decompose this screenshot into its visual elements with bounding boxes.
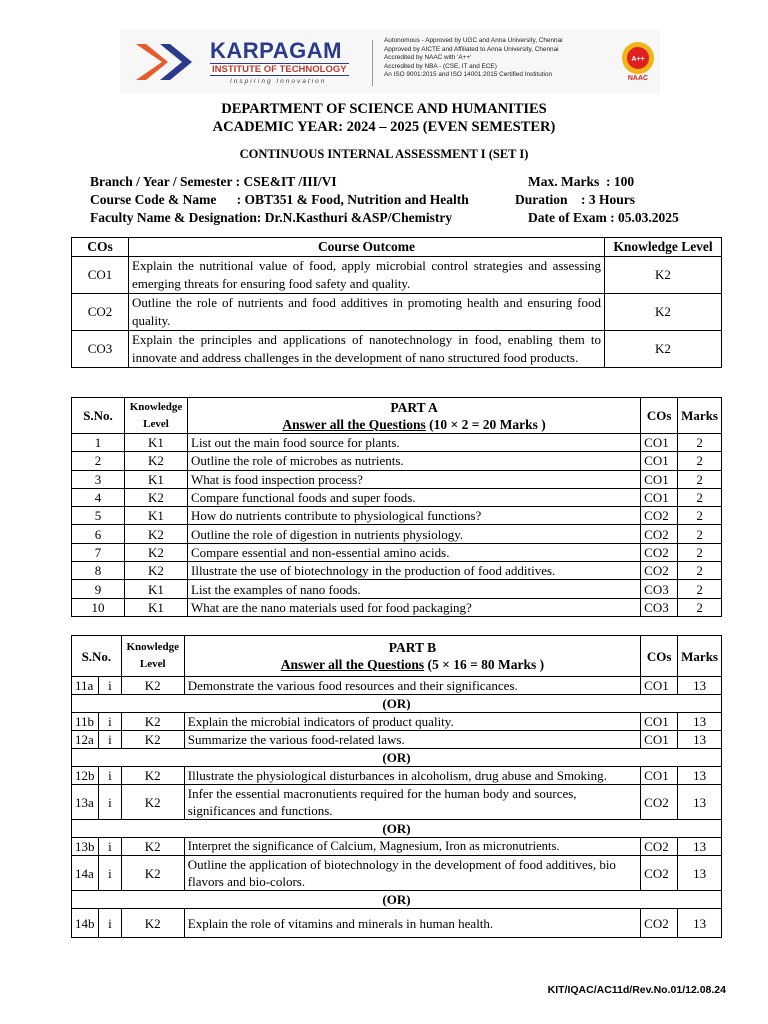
accreditation-line: An ISO 9001:2015 and ISO 14001:2015 Certified Institution <box>384 71 553 79</box>
outcome-cell: Explain the nutritional value of food, apply microbial control strategies and assessing emerging threats for ensuring food safety and quality. <box>129 257 605 294</box>
question-text: Illustrate the use of biotechnology in the production of food additives. <box>188 562 641 580</box>
table-row <box>72 562 722 580</box>
marks-cell: 13 <box>678 785 722 820</box>
marks-cell: 13 <box>678 909 722 938</box>
marks-cell: 2 <box>678 488 722 506</box>
course-outcome-table <box>71 237 722 368</box>
co-cell: CO1 <box>641 731 678 749</box>
logo-name: KARPAGAM <box>210 38 342 63</box>
marks-cell: 13 <box>678 713 722 731</box>
co-cell: CO1 <box>641 452 678 470</box>
header-divider <box>372 40 373 86</box>
question-number: 7 <box>72 543 125 561</box>
table-row <box>72 856 722 891</box>
knowledge-level: K2 <box>121 838 184 856</box>
col-header: COs <box>72 238 129 257</box>
level-cell: K2 <box>605 257 722 294</box>
table-row <box>72 434 722 452</box>
or-label: (OR) <box>72 695 722 713</box>
department-title: DEPARTMENT OF SCIENCE AND HUMANITIES <box>221 101 547 117</box>
co-cell: CO2 <box>641 838 678 856</box>
document-code: KIT/IQAC/AC11d/Rev.No.01/12.08.24 <box>547 984 726 996</box>
karpagam-logo-icon <box>134 40 194 84</box>
duration: Duration : 3 Hours <box>515 192 636 207</box>
question-number: 5 <box>72 507 125 525</box>
knowledge-level: K2 <box>121 713 184 731</box>
co-cell: CO3 <box>641 580 678 598</box>
question-text: Outline the application of biotechnology in the development of food additives, bio flavors and bio-colors. <box>184 856 640 891</box>
sub-question: i <box>99 731 122 749</box>
table-header-row <box>72 636 722 677</box>
table-row <box>72 580 722 598</box>
co-cell: CO2 <box>641 543 678 561</box>
sub-question: i <box>99 785 122 820</box>
knowledge-level: K1 <box>125 507 188 525</box>
co-cell: CO2 <box>641 507 678 525</box>
knowledge-level: K2 <box>125 452 188 470</box>
question-number: 13a <box>72 785 99 820</box>
table-row <box>72 257 722 294</box>
exam-date: Date of Exam : 05.03.2025 <box>528 210 679 225</box>
faculty-info: Faculty Name & Designation: Dr.N.Kasthuri &ASP/Chemistry <box>90 210 453 225</box>
co-cell: CO1 <box>641 434 678 452</box>
level-cell: K2 <box>605 331 722 368</box>
knowledge-level: K1 <box>125 470 188 488</box>
table-row <box>72 294 722 331</box>
table-row <box>72 677 722 695</box>
marks-cell: 2 <box>678 434 722 452</box>
co-cell: CO2 <box>641 785 678 820</box>
part-b-instruction: Answer all the Questions <box>280 657 425 672</box>
or-row <box>72 749 722 767</box>
sub-question: i <box>99 677 122 695</box>
question-number: 9 <box>72 580 125 598</box>
col-header: COs <box>641 398 678 434</box>
table-header-row <box>72 398 722 434</box>
marks-cell: 13 <box>678 838 722 856</box>
col-header: COs <box>641 636 678 677</box>
table-row <box>72 731 722 749</box>
knowledge-level: K1 <box>125 580 188 598</box>
table-row <box>72 598 722 616</box>
part-a-heading <box>188 398 641 434</box>
table-row <box>72 785 722 820</box>
question-text: Compare essential and non-essential amino acids. <box>188 543 641 561</box>
co-cell: CO1 <box>641 488 678 506</box>
question-text: How do nutrients contribute to physiological functions? <box>188 507 641 525</box>
knowledge-level: K2 <box>121 909 184 938</box>
max-marks: Max. Marks : 100 <box>528 174 635 189</box>
level-cell: K2 <box>605 294 722 331</box>
marks-cell: 2 <box>678 562 722 580</box>
co-cell: CO2 <box>72 294 129 331</box>
col-header: Marks <box>678 398 722 434</box>
marks-cell: 2 <box>678 470 722 488</box>
question-text: List out the main food source for plants. <box>188 434 641 452</box>
naac-seal-icon <box>620 40 656 82</box>
knowledge-level: K2 <box>121 785 184 820</box>
col-header: S.No. <box>72 398 125 434</box>
question-text: What is food inspection process? <box>188 470 641 488</box>
outcome-cell: Outline the role of nutrients and food additives in promoting health and ensuring food quality. <box>129 294 605 331</box>
question-text: Outline the role of digestion in nutrients physiology. <box>188 525 641 543</box>
sub-question: i <box>99 909 122 938</box>
question-number: 8 <box>72 562 125 580</box>
co-cell: CO1 <box>641 677 678 695</box>
question-text: Infer the essential macronutients required for the human body and sources, significances and functions. <box>184 785 640 820</box>
co-cell: CO3 <box>641 598 678 616</box>
knowledge-level: K2 <box>121 677 184 695</box>
co-cell: CO2 <box>641 525 678 543</box>
knowledge-level: K2 <box>121 856 184 891</box>
marks-cell: 2 <box>678 507 722 525</box>
col-header: Course Outcome <box>129 238 605 257</box>
marks-cell: 13 <box>678 677 722 695</box>
question-number: 11b <box>72 713 99 731</box>
co-cell: CO2 <box>641 562 678 580</box>
sub-question: i <box>99 767 122 785</box>
logo-tagline: Inspiring Innovation <box>230 78 327 85</box>
academic-year: ACADEMIC YEAR: 2024 – 2025 (EVEN SEMESTER) <box>212 119 556 135</box>
sub-question: i <box>99 838 122 856</box>
part-a-title: PART A <box>390 399 438 415</box>
col-header: Marks <box>678 636 722 677</box>
co-cell: CO1 <box>72 257 129 294</box>
accreditation-line: Accredited by NBA - (CSE, IT and ECE) <box>384 62 497 70</box>
knowledge-level: K2 <box>121 767 184 785</box>
branch-info: Branch / Year / Semester : CSE&IT /III/VI <box>90 174 337 189</box>
knowledge-level: K2 <box>125 562 188 580</box>
part-a-marks-note: (10 × 2 = 20 Marks ) <box>429 416 546 432</box>
knowledge-level: K1 <box>125 434 188 452</box>
question-number: 1 <box>72 434 125 452</box>
marks-cell: 2 <box>678 580 722 598</box>
question-number: 4 <box>72 488 125 506</box>
outcome-cell: Explain the principles and applications of nanotechnology in food, enabling them to innovate and address challenges in the development of nano structured food products. <box>129 331 605 368</box>
question-text: List the examples of nano foods. <box>188 580 641 598</box>
question-number: 6 <box>72 525 125 543</box>
table-row <box>72 470 722 488</box>
accreditation-line: Autonomous - Approved by UGC and Anna University, Chennai <box>384 37 563 44</box>
question-number: 14b <box>72 909 99 938</box>
table-header-row <box>72 238 722 257</box>
knowledge-level: K1 <box>125 598 188 616</box>
or-label: (OR) <box>72 749 722 767</box>
table-row <box>72 452 722 470</box>
part-b-title: PART B <box>388 640 437 655</box>
part-a-instruction: Answer all the Questions <box>282 416 426 432</box>
knowledge-level: K2 <box>125 525 188 543</box>
question-text: Compare functional foods and super foods. <box>188 488 641 506</box>
col-header: Knowledge Level <box>605 238 722 257</box>
course-info: Course Code & Name : OBT351 & Food, Nutrition and Health <box>90 192 469 207</box>
accreditation-line: Accredited by NAAC with 'A++' <box>384 54 472 62</box>
marks-cell: 13 <box>678 731 722 749</box>
co-cell: CO2 <box>641 909 678 938</box>
marks-cell: 13 <box>678 856 722 891</box>
table-row <box>72 331 722 368</box>
or-row <box>72 891 722 909</box>
co-cell: CO2 <box>641 856 678 891</box>
table-row <box>72 543 722 561</box>
question-text: Explain the microbial indicators of product quality. <box>184 713 640 731</box>
naac-label: NAAC <box>627 75 649 82</box>
question-text: Interpret the significance of Calcium, Magnesium, Iron as micronutrients. <box>184 838 640 856</box>
question-number: 11a <box>72 677 99 695</box>
co-cell: CO1 <box>641 470 678 488</box>
logo-subtitle: INSTITUTE OF TECHNOLOGY <box>212 64 347 75</box>
col-header: S.No. <box>72 636 122 677</box>
co-cell: CO3 <box>72 331 129 368</box>
or-label: (OR) <box>72 891 722 909</box>
marks-cell: 2 <box>678 525 722 543</box>
question-text: What are the nano materials used for food packaging? <box>188 598 641 616</box>
question-number: 12a <box>72 731 99 749</box>
assessment-title: CONTINUOUS INTERNAL ASSESSMENT I (SET I) <box>239 147 529 161</box>
question-number: 2 <box>72 452 125 470</box>
question-text: Demonstrate the various food resources and their significances. <box>184 677 640 695</box>
col-header: Knowledge Level <box>125 398 188 434</box>
marks-cell: 2 <box>678 598 722 616</box>
question-text: Outline the role of microbes as nutrients. <box>188 452 641 470</box>
table-row <box>72 909 722 938</box>
col-header: Knowledge Level <box>121 636 184 677</box>
knowledge-level: K2 <box>125 488 188 506</box>
table-row <box>72 507 722 525</box>
question-number: 12b <box>72 767 99 785</box>
institution-header <box>120 30 660 94</box>
part-b-heading <box>184 636 640 677</box>
table-row <box>72 838 722 856</box>
or-row <box>72 820 722 838</box>
accreditation-line: Approved by AICTE and Affiliated to Anna University, Chennai <box>384 45 559 53</box>
question-number: 13b <box>72 838 99 856</box>
table-row <box>72 525 722 543</box>
knowledge-level: K2 <box>121 731 184 749</box>
co-cell: CO1 <box>641 713 678 731</box>
knowledge-level: K2 <box>125 543 188 561</box>
marks-cell: 13 <box>678 767 722 785</box>
or-row <box>72 695 722 713</box>
naac-grade: A++ <box>631 56 645 63</box>
question-number: 14a <box>72 856 99 891</box>
marks-cell: 2 <box>678 543 722 561</box>
question-number: 10 <box>72 598 125 616</box>
part-b-marks-note: (5 × 16 = 80 Marks ) <box>427 657 545 672</box>
part-a-table <box>71 397 722 617</box>
sub-question: i <box>99 713 122 731</box>
co-cell: CO1 <box>641 767 678 785</box>
marks-cell: 2 <box>678 452 722 470</box>
question-text: Explain the role of vitamins and minerals in human health. <box>184 909 640 938</box>
accreditation-list <box>384 37 563 80</box>
question-number: 3 <box>72 470 125 488</box>
table-row <box>72 488 722 506</box>
question-text: Illustrate the physiological disturbances in alcoholism, drug abuse and Smoking. <box>184 767 640 785</box>
table-row <box>72 713 722 731</box>
or-label: (OR) <box>72 820 722 838</box>
part-b-table <box>71 635 722 938</box>
sub-question: i <box>99 856 122 891</box>
question-text: Summarize the various food-related laws. <box>184 731 640 749</box>
table-row <box>72 767 722 785</box>
